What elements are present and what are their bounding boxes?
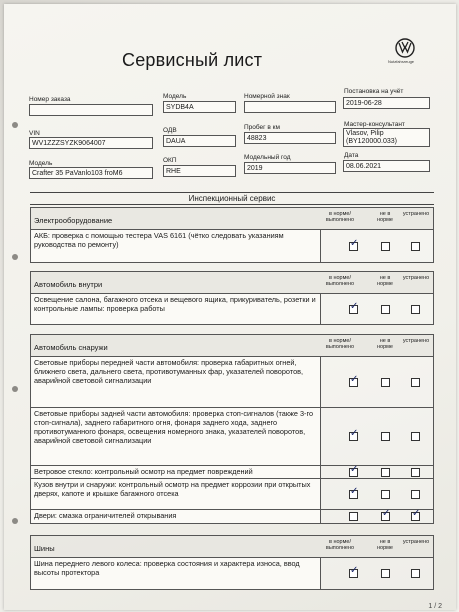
- checkbox-notok[interactable]: [381, 490, 390, 499]
- column-header-notok: не в норме: [377, 338, 393, 350]
- checklist-row: [31, 230, 433, 262]
- section-panel: [30, 334, 434, 524]
- checklist-row: [31, 479, 433, 510]
- checkbox-fixed[interactable]: [411, 242, 420, 251]
- section-header: [31, 208, 433, 230]
- checklist-row: [31, 357, 433, 408]
- check-mark-icon: ✓: [350, 237, 359, 249]
- brand-label: Nutzfahrzeuge: [388, 59, 415, 64]
- vw-logo-icon: [395, 38, 415, 58]
- checklist-row: [31, 558, 433, 589]
- checkbox-notok[interactable]: [381, 305, 390, 314]
- checklist-item-text: Кузов внутри и снаружи: контрольный осмотр на предмет коррозии при открытых дверях, капоте и крышке багажного отсека: [31, 479, 321, 509]
- checkbox-notok[interactable]: [381, 242, 390, 251]
- master-field: Vlasov, Pilip (BY120000.033): [343, 128, 430, 147]
- section-header: [31, 335, 433, 357]
- plate-field: [244, 101, 336, 113]
- checkbox-notok[interactable]: [381, 432, 390, 441]
- checklist-item-text: Шина переднего левого колеса: проверка состояния и характера износа, ввод высоты протектора: [31, 558, 321, 589]
- checklist-item-text: Световые приборы задней части автомобиля: проверка стоп-сигналов (также 3-го стоп-сигнала), заднего габаритного огня, фонаря заднего хода, заднего противотуманного фонаря, освещения номерного знака, указателей поворотов, аварийной световой сигнализации: [31, 408, 321, 465]
- order-label: Номер заказа: [29, 96, 71, 103]
- section-panel: [30, 207, 434, 263]
- checkbox-fixed[interactable]: [411, 490, 420, 499]
- vin-field: WV1ZZZSYZK9064007: [29, 137, 153, 149]
- model-label: Модель: [163, 93, 187, 100]
- checklist-item-text: Световые приборы передней части автомобиля: проверка габаритных огней, ближнего света, дальнего света, противотуманных фар, указателей поворотов, аварийной световой сигнализации: [31, 357, 321, 407]
- check-mark-icon: ✓: [350, 565, 359, 576]
- checkbox-fixed[interactable]: [411, 432, 420, 441]
- model-field: SYDB4A: [163, 101, 236, 113]
- column-header-fixed: устранено: [402, 211, 430, 217]
- check-mark-icon: ✓: [350, 300, 359, 312]
- section-panel: [30, 535, 434, 590]
- okp-field: RHE: [163, 165, 236, 177]
- checklist-row: [31, 510, 433, 523]
- checklist-row: [31, 408, 433, 466]
- checkbox-ok[interactable]: [349, 512, 358, 521]
- year-label: Модельный год: [244, 154, 291, 161]
- section-header: [31, 536, 433, 558]
- service-sheet: [4, 4, 456, 610]
- column-header-notok: не в норме: [377, 275, 393, 287]
- odv-label: ОДВ: [163, 127, 177, 134]
- column-header-notok: не в норме: [377, 539, 393, 551]
- column-header-ok: в норме/ выполнено: [325, 338, 355, 350]
- section-title: Электрооборудование: [34, 216, 113, 225]
- check-mark-icon: ✓: [350, 485, 359, 497]
- year-field: 2019: [244, 162, 336, 174]
- punch-hole: [12, 254, 18, 260]
- odv-field: DAUA: [163, 135, 236, 147]
- column-header-fixed: устранено: [402, 338, 430, 344]
- column-header-fixed: устранено: [402, 275, 430, 281]
- page-title: Сервисный лист: [122, 50, 263, 70]
- column-header-fixed: устранено: [402, 539, 430, 545]
- section-header: [31, 272, 433, 294]
- mileage-field: 48823: [244, 132, 336, 144]
- checkbox-notok[interactable]: [381, 468, 390, 477]
- page-number: 1 / 2: [428, 603, 442, 610]
- section-title: Шины: [34, 544, 55, 553]
- check-mark-icon: ✓: [350, 464, 359, 475]
- date-label: Дата: [344, 152, 359, 159]
- date-field: 08.06.2021: [343, 160, 430, 172]
- punch-hole: [12, 518, 18, 524]
- column-header-notok: не в норме: [377, 211, 393, 223]
- checklist-row: [31, 294, 433, 324]
- vin-label: VIN: [29, 130, 40, 137]
- registration-field: 2019-06-28: [343, 97, 430, 109]
- plate-label: Номерной знак: [244, 93, 290, 100]
- checkbox-notok[interactable]: [381, 378, 390, 387]
- checklist-item-text: АКБ: проверка с помощью тестера VAS 6161 (чётко следовать указаниям руководства по ремонту): [31, 230, 321, 262]
- section-title: Автомобиль снаружи: [34, 343, 108, 352]
- section-title: Автомобиль внутри: [34, 280, 103, 289]
- checklist-item-text: Освещение салона, багажного отсека и вещевого ящика, прикуриватель, розетки и контрольные лампы: проверка работы: [31, 294, 321, 324]
- checkbox-notok[interactable]: [381, 569, 390, 578]
- checkbox-fixed[interactable]: [411, 378, 420, 387]
- order-field: [29, 104, 153, 116]
- check-mark-icon: ✓: [412, 508, 421, 519]
- master-label: Мастер-консультант: [344, 121, 405, 128]
- model2-label: Модель: [29, 160, 53, 167]
- checklist-row: [31, 466, 433, 479]
- okp-label: ОКП: [163, 157, 177, 164]
- checklist-item-text: Ветровое стекло: контрольный осмотр на предмет повреждений: [31, 466, 321, 478]
- inspection-title: Инспекционный сервис: [30, 192, 434, 205]
- column-header-ok: в норме/ выполнено: [325, 275, 355, 287]
- check-mark-icon: ✓: [382, 508, 391, 519]
- column-header-ok: в норме/ выполнено: [325, 211, 355, 223]
- model2-field: Crafter 35 PaVanlo103 froM6: [29, 167, 153, 179]
- checklist-item-text: Двери: смазка ограничителей открывания: [31, 510, 321, 523]
- check-mark-icon: ✓: [350, 373, 359, 385]
- check-mark-icon: ✓: [350, 428, 359, 439]
- checkbox-fixed[interactable]: [411, 569, 420, 578]
- punch-hole: [12, 122, 18, 128]
- section-panel: [30, 271, 434, 325]
- mileage-label: Пробег в км: [244, 124, 280, 131]
- punch-hole: [12, 386, 18, 392]
- checkbox-fixed[interactable]: [411, 468, 420, 477]
- checkbox-fixed[interactable]: [411, 305, 420, 314]
- column-header-ok: в норме/ выполнено: [325, 539, 355, 551]
- registration-label: Постановка на учёт: [344, 88, 404, 95]
